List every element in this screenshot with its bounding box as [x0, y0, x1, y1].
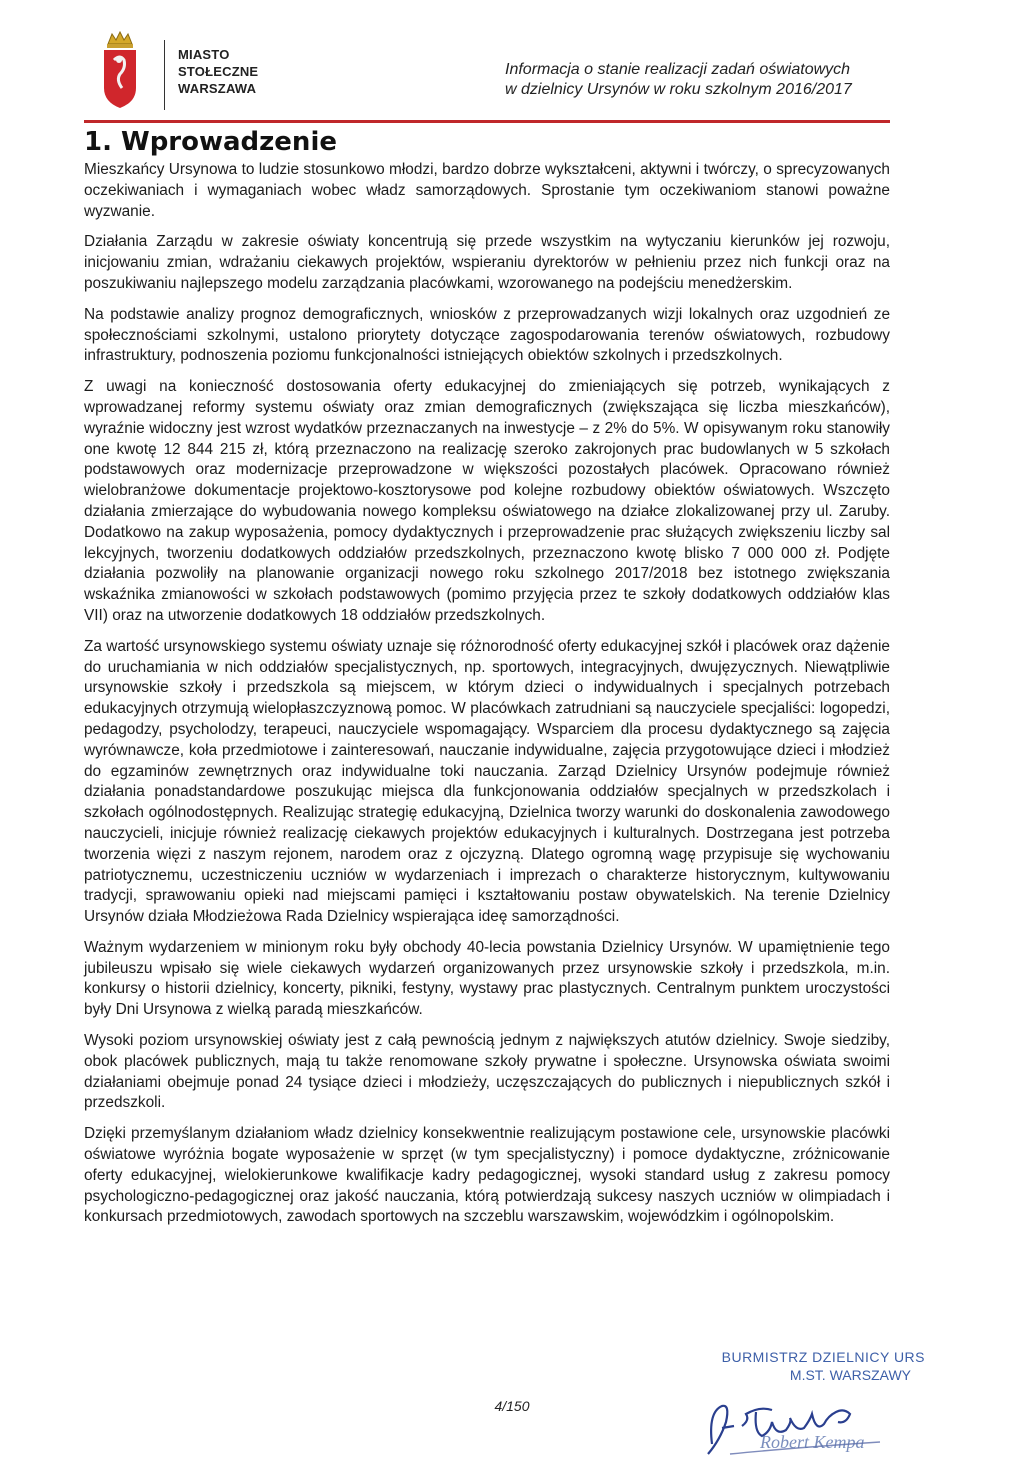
paragraph: Mieszkańcy Ursynowa to ludzie stosunkowo młodzi, bardzo dobrze wykształceni, aktywni i twórczy, o sprecyzowanych oczekiwaniach i wymaganiach wobec władz samorządowych. Sprostanie tym oczekiwaniom stanowi poważne wyzwanie.: [84, 161, 890, 220]
paragraph: Ważnym wydarzeniem w minionym roku były obchody 40-lecia powstania Dzielnicy Ursynów. W upamiętnienie tego jubileuszu wpisało się wiele ciekawych wydarzeń organizowanych przez ursynowskie szkoły i przedszkola, m.in. konkursy o historii dzielnicy, koncerty, pikniki, festyny, wystawy prac plastycznych. Centralnym punktem uroczystości były Dni Ursynowa z wielką paradą mieszkańców.: [84, 938, 890, 1019]
paragraph: Z uwagi na konieczność dostosowania oferty edukacyjnej do zmieniających się potrzeb, wynikających z wprowadzanej reformy systemu oświaty oraz zmian demograficznych (zwiększająca się liczba mieszkańców), wyraźnie widoczny jest wzrost wydatków przeznaczanych na inwestycje – z 2% do 5%. W opisywanym roku stanowiły one kwotę 12 844 215 zł, którą przeznaczono na realizację szeroko zakrojonych prac budowlanych w 5 szkołach podstawowych oraz modernizacje przeprowadzone w większości pozostałych placówek. Opracowano również wielobranżowe dokumentacje projektowo-kosztorysowe pod kolejne rozbudowy obiektów oświatowych. Wszczęto działania zmierzające do wybudowania nowego kompleksu oświatowego na działce zlokalizowanej przy ul. Zaruby. Dodatkowo na zakup wyposażenia, pomocy dydaktycznych i przeprowadzenie prac służących zwiększeniu liczby sal lekcyjnych, tworzeniu dodatkowych oddziałów przedszkolnych, przeznaczono kwotę blisko 7 000 000 zł. Podjęte działania pozwoliły na planowanie organizacji nowego roku szkolnego 2017/2018 bez istotnego zwiększania wskaźnika zmianowości w szkołach podstawowych (pomimo przyjęcia przez te szkoły dodatkowych oddziałów klas VII) oraz na utworzenie dodatkowych 18 oddziałów przedszkolnych.: [84, 378, 890, 624]
body-text: [84, 160, 890, 1238]
city-logo-text: [178, 46, 258, 97]
logo-divider: [164, 40, 165, 110]
official-stamp: [695, 1348, 925, 1384]
page-header: [100, 30, 900, 120]
header-rule: [84, 120, 890, 123]
stamp-line-1: BURMISTRZ DZIELNICY URS: [721, 1349, 925, 1365]
signature-name: Robert Kempa: [760, 1432, 865, 1452]
stamp-line-2: M.ST. WARSZAWY: [789, 1367, 911, 1383]
paragraph: Wysoki poziom ursynowskiej oświaty jest z całą pewnością jednym z największych atutów dzielnicy. Swoje siedziby, obok placówek publicznych, mają tu także renomowane szkoły prywatne i społeczne. Ursynowska oświata swoimi działaniami obejmuje ponad 24 tysiące dzieci i młodzieży, uczęszczających do publicznych i niepublicznych szkół i przedszkoli.: [84, 1032, 890, 1112]
paragraph: Na podstawie analizy prognoz demograficznych, wniosków z przeprowadzanych wizji lokalnych oraz uzgodnień ze społecznościami szkolnymi, ustalono priorytety dotyczące zagospodarowania terenów oświatowych, rozbudowy infrastruktury, podnoszenia poziomu funkcjonalności istniejących obiektów szkolnych i przedszkolnych.: [84, 305, 890, 365]
section-title: 1. Wprowadzenie: [84, 127, 337, 157]
page-number: 4/150: [494, 1398, 530, 1414]
warsaw-crest-icon: [100, 30, 140, 110]
paragraph: Dzięki przemyślanym działaniom władz dzielnicy konsekwentnie realizującym postawione cele, ursynowskie placówki oświatowe wyróżnia bogate wyposażenie w sprzęt (w tym specjalistyczny) i pomoce dydaktyczne, zróżnicowanie oferty edukacyjnej, wielokierunkowe kwalifikacje kadry pedagogicznej, wysoki standard usług z zakresu pomocy psychologiczno-pedagogicznej oraz jakość nauczania, którą potwierdzają sukcesy naszych uczniów w olimpiadach i konkursach przedmiotowych, zawodach sportowych na szczeblu warszawskim, wojewódzkim i ogólnopolskim.: [84, 1125, 890, 1226]
document-header-title: [505, 60, 890, 100]
logo-line-3: WARSZAWA: [178, 81, 257, 96]
paragraph: Za wartość ursynowskiego systemu oświaty uznaje się różnorodność oferty edukacyjnej szkół i placówek oraz dążenie do uruchamiania w nich oddziałów specjalistycznych, np. sportowych, integracyjnych, dwujęzycznych. Niewątpliwie ursynowskie szkoły i przedszkola są miejscem, w którym dzieci o indywidualnych i specjalnych potrzebach edukacyjnych otrzymują wielopłaszczyznową pomoc. W placówkach zatrudniani są nauczyciele specjaliści: logopedzi, pedagodzy, psycholodzy, terapeuci, nauczyciele wspomagający. Wsparciem dla procesu dydaktycznego są zajęcia wyrównawcze, koła przedmiotowe i zainteresowań, nauczanie indywidualne, zajęcia przygotowujące dzieci i młodzież do egzaminów zewnętrznych oraz indywidualne toki nauczania. Zarząd Dzielnicy Ursynów podejmuje również działania ponadstandardowe poszukując miejsca dla funkcjonowania oddziałów specjalnych w przedszkolach i szkołach ogólnodostępnych. Realizując strategię edukacyjną, Dzielnica tworzy warunki do doskonalenia zawodowego nauczycieli, inicjuje również realizację ciekawych projektów edukacyjnych i kulturalnych. Dostrzegana jest potrzeba tworzenia więzi z naszym rejonem, narodem oraz z ojczyzną. Dlatego ogromną wagę przypisuje się wychowaniu patriotycznemu, uczestniczeniu uczniów w wydarzeniach i imprezach o charakterze historycznym, kultywowaniu tradycji, sprawowaniu opieki nad miejscami pamięci i kształtowaniu postaw obywatelskich. Na terenie Dzielnicy Ursynów działa Młodzieżowa Rada Dzielnicy wspierająca ideę samorządności.: [84, 637, 890, 926]
header-title-line-1: Informacja o stanie realizacji zadań oświatowych: [505, 61, 851, 78]
paragraph: Działania Zarządu w zakresie oświaty koncentrują się przede wszystkim na wytyczaniu kierunków jej rozwoju, inicjowaniu zmian, wdrażaniu ciekawych projektów, wspieraniu dyrektorów w pełnieniu przez nich funkcji oraz na poszukiwaniu najlepszego modelu zarządzania placówkami, wzorowanego na podejściu menedżerskim.: [84, 233, 890, 292]
logo-line-2: STOŁECZNE: [178, 64, 259, 79]
logo-line-1: MIASTO: [178, 47, 230, 62]
header-title-line-2: w dzielnicy Ursynów w roku szkolnym 2016/2017: [505, 81, 852, 98]
